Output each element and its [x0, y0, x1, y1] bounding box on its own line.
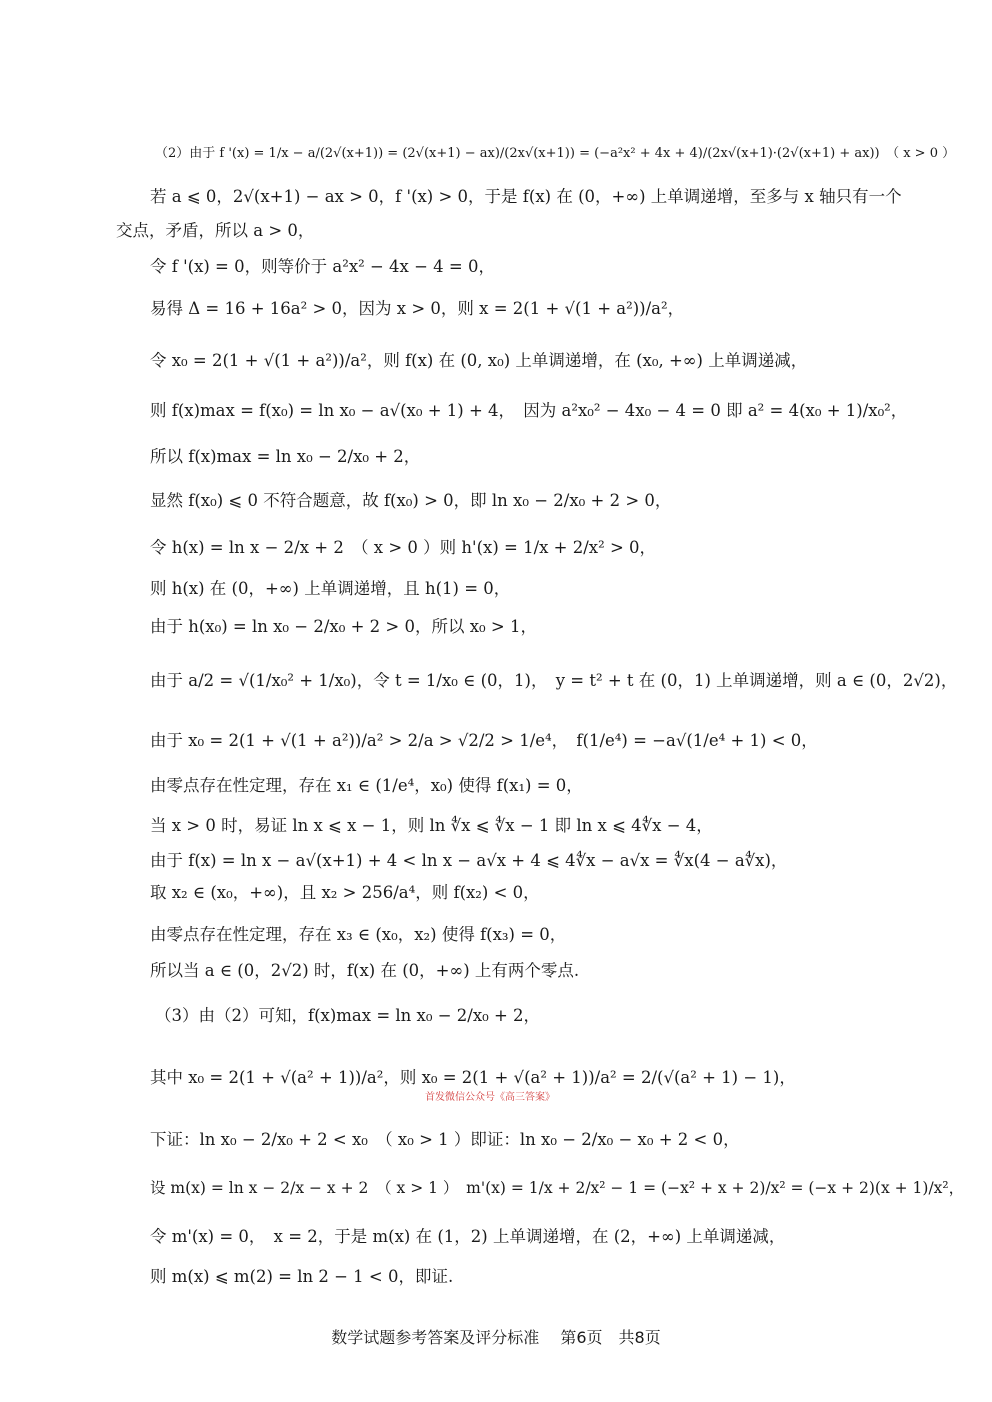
solution-line: 由于 x₀ = 2(1 + √(1 + a²))/a² > 2/a > √2/2 > 1/e⁴， f(1/e⁴) = −a√(1/e⁴ + 1) < 0，: [150, 731, 818, 750]
solution-line: 则 f(x)max = f(x₀) = ln x₀ − a√(x₀ + 1) + 4， 因为 a²x₀² − 4x₀ − 4 = 0 即 a² = 4(x₀ + 1)/x₀²，: [150, 401, 908, 420]
solution-line: 由于 f(x) = ln x − a√(x+1) + 4 < ln x − a√x + 4 ⩽ 4∜x − a√x = ∜x(4 − a∜x)，: [150, 851, 788, 870]
solution-line: 其中 x₀ = 2(1 + √(a² + 1))/a²，则 x₀ = 2(1 + √(a² + 1))/a² = 2/(√(a² + 1) − 1)，: [150, 1068, 796, 1087]
watermark-text: 首发微信公众号《高三答案》: [425, 1092, 555, 1103]
solution-line: 取 x₂ ∈ (x₀，+∞)，且 x₂ > 256/a⁴，则 f(x₂) < 0，: [150, 883, 540, 902]
solution-line: 由于 h(x₀) = ln x₀ − 2/x₀ + 2 > 0，所以 x₀ > 1，: [150, 617, 537, 636]
solution-line: 令 x₀ = 2(1 + √(1 + a²))/a²，则 f(x) 在 (0, x₀) 上单调递增，在 (x₀, +∞) 上单调递减，: [150, 351, 808, 370]
solution-line: 由零点存在性定理，存在 x₁ ∈ (1/e⁴，x₀) 使得 f(x₁) = 0，: [150, 776, 583, 795]
solution-line: 交点，矛盾，所以 a > 0，: [116, 221, 315, 240]
solution-line: 则 m(x) ⩽ m(2) = ln 2 − 1 < 0，即证.: [150, 1267, 454, 1286]
solution-line: 由于 a/2 = √(1/x₀² + 1/x₀)，令 t = 1/x₀ ∈ (0，1)， y = t² + t 在 (0，1) 上单调递增，则 a ∈ (0，2√2)，: [150, 671, 958, 690]
solution-line-part3: （3）由（2）可知，f(x)max = ln x₀ − 2/x₀ + 2，: [155, 1006, 541, 1025]
solution-line: 由零点存在性定理，存在 x₃ ∈ (x₀，x₂) 使得 f(x₃) = 0，: [150, 925, 567, 944]
solution-line: 设 m(x) = ln x − 2/x − x + 2 （ x > 1 ） m'(x) = 1/x + 2/x² − 1 = (−x² + x + 2)/x² = (−x + 2)(x + 1)/x²，: [150, 1179, 965, 1197]
solution-line: 易得 Δ = 16 + 16a² > 0，因为 x > 0，则 x = 2(1 + √(1 + a²))/a²，: [150, 299, 685, 318]
solution-line: 所以当 a ∈ (0，2√2) 时，f(x) 在 (0，+∞) 上有两个零点.: [150, 961, 580, 980]
page-footer: 数学试题参考答案及评分标准 第6页 共8页: [331, 1328, 661, 1347]
solution-line: 下证：ln x₀ − 2/x₀ + 2 < x₀ （ x₀ > 1 ）即证：ln x₀ − 2/x₀ − x₀ + 2 < 0，: [150, 1130, 740, 1149]
solution-line: 令 f '(x) = 0，则等价于 a²x² − 4x − 4 = 0，: [150, 257, 495, 276]
solution-line-part2-derivative: （2）由于 f '(x) = 1/x − a/(2√(x+1)) = (2√(x+1) − ax)/(2x√(x+1)) = (−a²x² + 4x + 4)/(2x√(x+1)·(2√(x+1) + ax)) （ x > 0 ）: [155, 146, 956, 161]
solution-line: 则 h(x) 在 (0，+∞) 上单调递增，且 h(1) = 0，: [150, 579, 511, 598]
solution-line: 若 a ⩽ 0，2√(x+1) − ax > 0，f '(x) > 0，于是 f(x) 在 (0，+∞) 上单调递增，至多与 x 轴只有一个: [150, 187, 902, 206]
solution-line: 所以 f(x)max = ln x₀ − 2/x₀ + 2，: [150, 447, 421, 466]
solution-line: 令 h(x) = ln x − 2/x + 2 （ x > 0 ）则 h'(x) = 1/x + 2/x² > 0，: [150, 538, 657, 557]
solution-line: 当 x > 0 时，易证 ln x ⩽ x − 1，则 ln ∜x ⩽ ∜x − 1 即 ln x ⩽ 4∜x − 4，: [150, 816, 713, 835]
solution-line: 令 m'(x) = 0， x = 2，于是 m(x) 在 (1，2) 上单调递增，在 (2，+∞) 上单调递减，: [150, 1227, 786, 1246]
solution-line: 显然 f(x₀) ⩽ 0 不符合题意，故 f(x₀) > 0，即 ln x₀ − 2/x₀ + 2 > 0，: [150, 491, 672, 510]
